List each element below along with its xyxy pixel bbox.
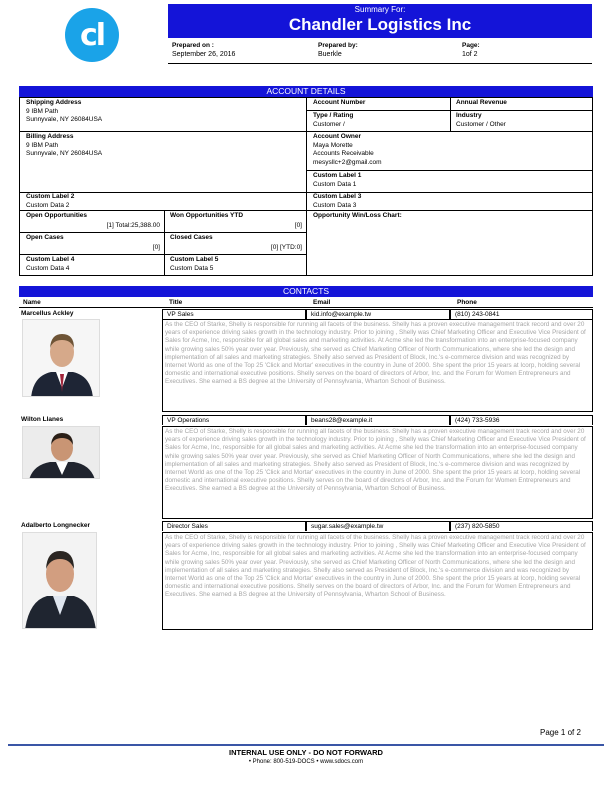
prepared-on-label: Prepared on : — [172, 42, 214, 49]
company-name: Chandler Logistics Inc — [288, 15, 472, 34]
contact-email[interactable]: sugar.sales@example.tw — [306, 521, 450, 531]
custom-data-4: Custom Data 4 — [26, 264, 70, 272]
contact-phone: (237) 820-5850 — [450, 521, 593, 531]
shipping-address — [26, 99, 102, 125]
custom-field-1 — [313, 172, 361, 189]
logo-text: cl — [79, 17, 105, 53]
row-divider — [306, 170, 593, 171]
contact-email[interactable]: beans28@example.it — [306, 415, 450, 425]
custom-field-2 — [26, 193, 74, 210]
account-number-label: Account Number — [313, 99, 366, 106]
contact-title: VP Operations — [162, 415, 306, 425]
page-value: 1of 2 — [462, 51, 478, 58]
prepared-on-value: September 26, 2016 — [172, 51, 236, 58]
contact-name: Marcellus Ackley — [21, 310, 74, 317]
contact-bio: As the CEO of Starke, Shelly is responsible for running all facets of the business. Shelly has a proven executive management track record and over 20 years of experience driving sales growth in the technology industry. Prior to joining , Shelly was Chief Marketing Officer and Executive Vice President of Sales for Acme, Inc, responsible for all global sales and marketing activities. At Acme she led the transformation into an enterprise-focused company while growing sales 50% year over year. Previously, she served as Chief Marketing Officer of North Communications, where she led the design and implementation of all sales and marketing strategies. Shelly also served as President of Block, Inc.'s e-commerce division and was recognized by Internet World as one of the Top 25 'Click and Mortar' executives in the country in June of 2000. She spent the prior 15 years at Icorp, holding several domestic and international executive positions. Shelly serves on the board of directors of Arbor, Inc. and the Forum for Women Entrepreneurs and Executives. She earned a BS degree at the University of Pennsylvania, Wharton School of Business. — [162, 532, 593, 630]
column-phone: Phone — [457, 299, 477, 306]
type-rating-value: Customer / — [313, 120, 345, 128]
open-cases-label-text: Open Cases — [26, 234, 64, 241]
contact-photo — [22, 426, 100, 479]
account-divider — [306, 97, 307, 276]
contact-bio: As the CEO of Starke, Shelly is responsible for running all facets of the business. Shelly has a proven executive management track record and over 20 years of experience driving sales growth in the technology industry. Prior to joining , Shelly was Chief Marketing Officer and Executive Vice President of Sales for Acme, Inc, responsible for all global sales and marketing activities. At Acme she led the transformation into an enterprise-focused company while growing sales 50% year over year. Previously, she served as Chief Marketing Officer of North Communications, where she led the design and implementation of all sales and marketing strategies. Shelly also served as President of Block, Inc.'s e-commerce division and was recognized by Internet World as one of the Top 25 'Click and Mortar' executives in the country in June of 2000. She spent the prior 15 years at Icorp, holding several domestic and international executive positions. Shelly serves on the board of directors of Arbor, Inc. and the Forum for Women Entrepreneurs and Executives. She earned a BS degree at the University of Pennsylvania, Wharton School of Business. — [162, 319, 593, 412]
row-divider — [19, 232, 306, 233]
billing-line1: 9 IBM Path — [26, 141, 59, 149]
footer-notice: INTERNAL USE ONLY - DO NOT FORWARD — [229, 748, 383, 757]
custom-data-5: Custom Data 5 — [170, 264, 214, 272]
custom-label-5: Custom Label 5 — [170, 256, 219, 263]
owner-department: Accounts Receivable — [313, 150, 374, 157]
report-meta — [168, 39, 592, 64]
custom-label-1: Custom Label 1 — [313, 172, 362, 179]
contact-bio: As the CEO of Starke, Shelly is responsible for running all facets of the business. Shelly has a proven executive management track record and over 20 years of experience driving sales growth in the technology industry. Prior to joining , Shelly was Chief Marketing Officer and Executive Vice President of Sales for Acme, Inc, responsible for all global sales and marketing activities. At Acme she led the transformation into an enterprise-focused company while growing sales 50% year over year. Previously, she served as Chief Marketing Officer of North Communications, where she led the design and implementation of all sales and marketing strategies. Shelly also served as President of Block, Inc.'s e-commerce division and was recognized by Internet World as one of the Top 25 'Click and Mortar' executives in the country in June of 2000. She spent the prior 15 years at Icorp, holding several domestic and international executive positions. Shelly serves on the board of directors of Arbor, Inc. and the Forum for Women Entrepreneurs and Executives. She earned a BS degree at the University of Pennsylvania, Wharton School of Business. — [162, 426, 593, 519]
header-divider — [19, 307, 593, 308]
shipping-line2: Sunnyvale, NY 26084USA — [26, 116, 103, 123]
contact-phone: (424) 733-5936 — [450, 415, 593, 425]
account-details-header: ACCOUNT DETAILS — [19, 86, 593, 97]
open-cases-label — [26, 234, 64, 243]
opportunity-chart-label — [313, 212, 402, 221]
account-divider-mid — [450, 110, 451, 132]
contact-name: Adalberto Longnecker — [21, 522, 90, 529]
custom-label-4: Custom Label 4 — [26, 256, 75, 263]
footer-page-number: Page 1 of 2 — [540, 728, 581, 737]
column-email: Email — [313, 299, 331, 306]
type-rating — [313, 112, 353, 129]
contact-photo — [22, 319, 100, 397]
custom-data-3: Custom Data 3 — [313, 201, 357, 209]
account-number — [313, 99, 365, 108]
billing-address — [26, 133, 102, 159]
header-bar — [168, 4, 592, 38]
closed-cases-value: [0] [YTD:0] — [270, 244, 302, 251]
account-owner-label: Account Owner — [313, 133, 362, 140]
open-opps-label-text: Open Opportunities — [26, 212, 88, 219]
custom-label-2: Custom Label 2 — [26, 193, 75, 200]
contacts-header: CONTACTS — [19, 286, 593, 297]
closed-cases-label-text: Closed Cases — [170, 234, 213, 241]
owner-email: mesysllc+2@gmail.com — [313, 158, 382, 166]
left-divider — [164, 210, 165, 276]
custom-field-5 — [170, 256, 218, 273]
won-opps-label-text: Won Opportunities YTD — [170, 212, 244, 219]
row-divider — [306, 210, 593, 211]
custom-data-2: Custom Data 2 — [26, 201, 70, 209]
row-divider — [19, 210, 306, 211]
company-logo — [65, 8, 119, 62]
won-opportunities-value: [0] — [294, 222, 302, 229]
custom-field-3 — [313, 193, 361, 210]
shipping-address-label: Shipping Address — [26, 99, 82, 106]
contact-email[interactable]: kid.info@example.tw — [306, 309, 450, 319]
industry-label: Industry — [456, 112, 482, 119]
billing-line2: Sunnyvale, NY 26084USA — [26, 150, 103, 157]
person-icon — [23, 533, 97, 629]
row-divider — [306, 131, 593, 132]
custom-field-4 — [26, 256, 74, 273]
column-name: Name — [23, 299, 41, 306]
open-opportunities-label — [26, 212, 87, 221]
prepared-by-value: Buerkle — [318, 51, 342, 58]
custom-data-1: Custom Data 1 — [313, 180, 357, 188]
footer-contact: • Phone: 800-519-DOCS • www.sdocs.com — [248, 759, 364, 765]
row-divider — [19, 131, 306, 132]
contact-photo — [22, 532, 97, 629]
billing-address-label: Billing Address — [26, 133, 74, 140]
person-icon — [23, 427, 100, 479]
won-opportunities-label — [170, 212, 243, 221]
person-icon — [23, 320, 100, 397]
annual-revenue-label: Annual Revenue — [456, 99, 507, 106]
contact-phone: (810) 243-0841 — [450, 309, 593, 319]
type-rating-label: Type / Rating — [313, 112, 354, 119]
account-owner — [313, 133, 382, 167]
open-opportunities-value: [1] Total:25,388.00 — [106, 222, 160, 229]
custom-label-3: Custom Label 3 — [313, 193, 362, 200]
industry-value: Customer / Other — [456, 120, 506, 128]
owner-name: Maya Morette — [313, 141, 353, 149]
annual-revenue — [456, 99, 507, 108]
shipping-line1: 9 IBM Path — [26, 107, 59, 115]
summary-for-label: Summary For: — [354, 5, 406, 14]
industry — [456, 112, 506, 129]
open-cases-value: [0] — [152, 244, 160, 251]
contact-title: Director Sales — [162, 521, 306, 531]
column-title: Title — [169, 299, 183, 306]
contact-name: Wilton Llanes — [21, 416, 64, 423]
contact-title: VP Sales — [162, 309, 306, 319]
footer-divider — [8, 744, 604, 746]
prepared-by-label: Prepared by: — [318, 42, 358, 49]
page-label: Page: — [462, 42, 480, 49]
chart-label-text: Opportunity Win/Loss Chart: — [313, 212, 402, 219]
row-divider — [306, 110, 593, 111]
closed-cases-label — [170, 234, 213, 243]
row-divider — [19, 254, 306, 255]
